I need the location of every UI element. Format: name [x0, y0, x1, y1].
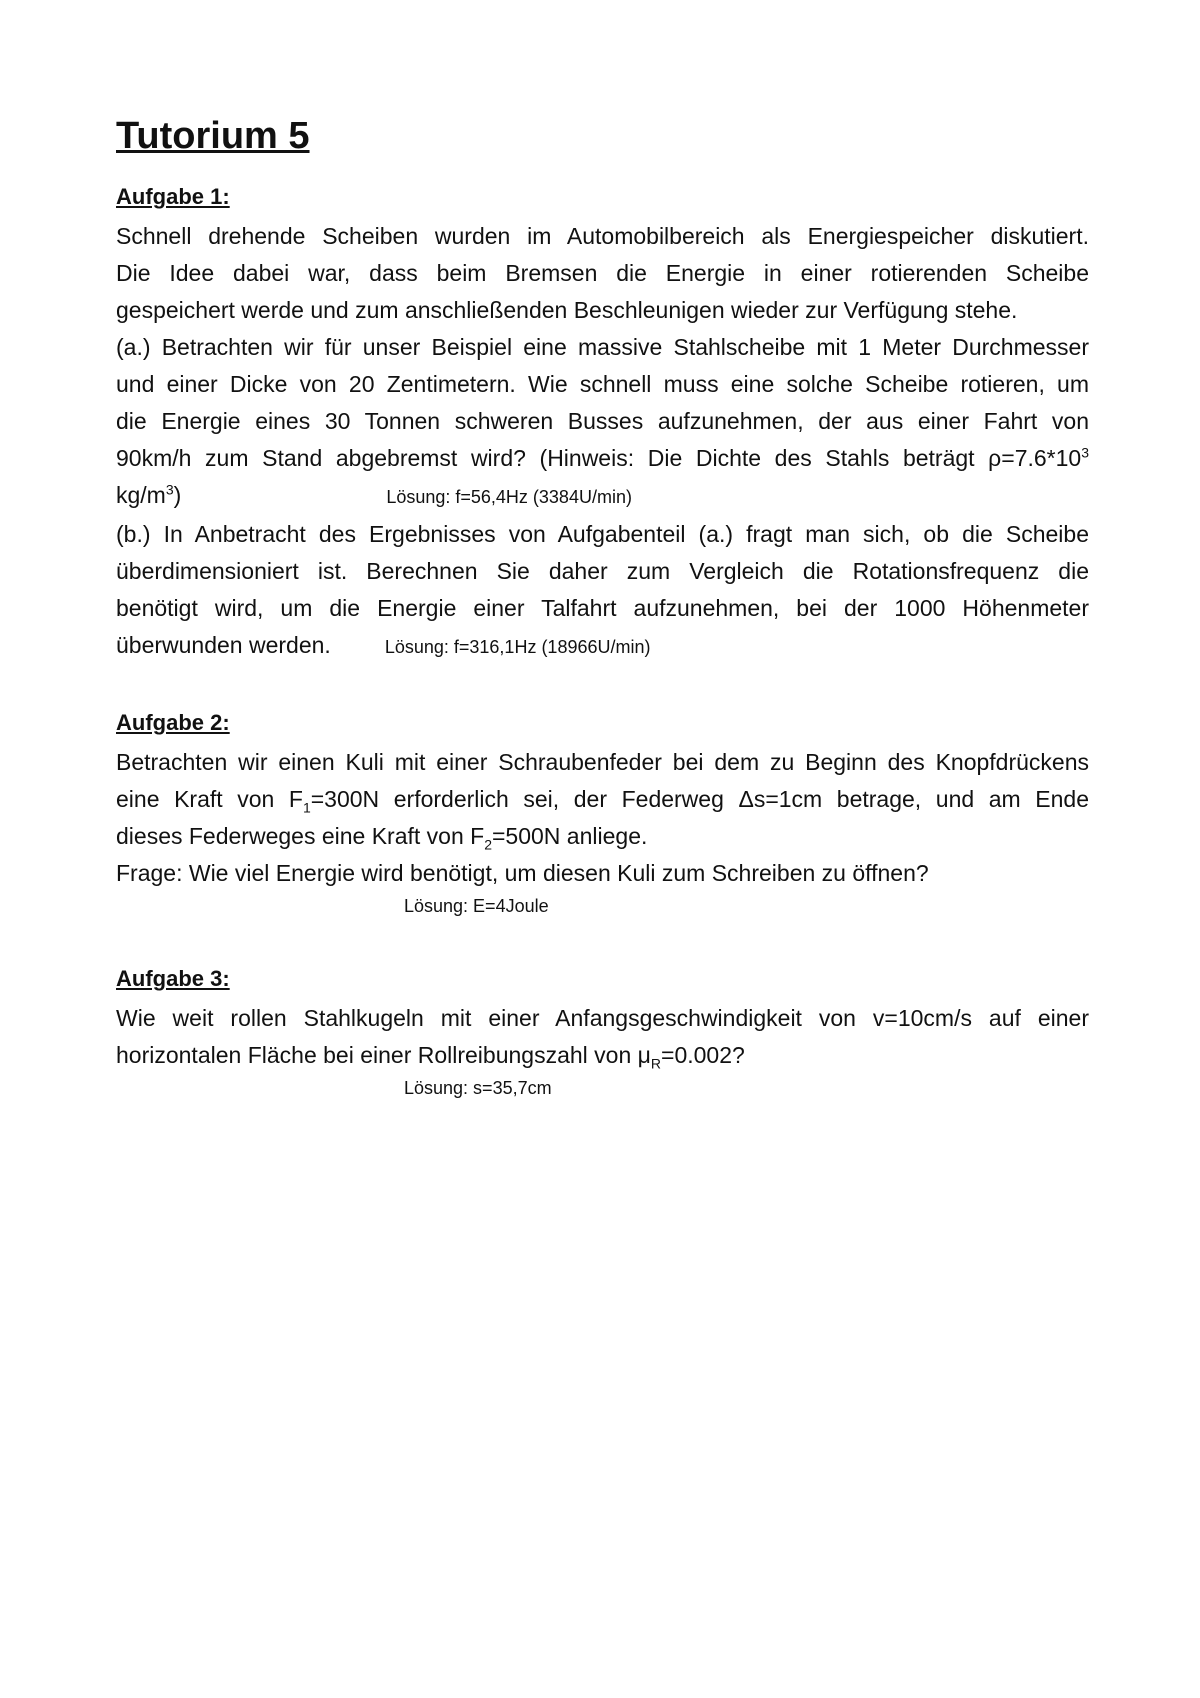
text-line: benötigt wird, um die Energie einer Talfahrt aufzunehmen, bei der 1000 Höhenmeter	[116, 595, 1089, 621]
text-line: überdimensioniert ist. Berechnen Sie daher zum Vergleich die Rotationsfrequenz die	[116, 558, 1089, 584]
text-line: die Energie eines 30 Tonnen schweren Busses aufzunehmen, der aus einer Fahrt von	[116, 408, 1089, 434]
solution-1a: Lösung: f=56,4Hz (3384U/min)	[386, 487, 632, 507]
text-fragment: 90km/h zum Stand abgebremst wird? (Hinweis: Die Dichte des Stahls beträgt ρ=7.6*10	[116, 445, 1082, 471]
task-3-text	[116, 1000, 1089, 1102]
text-line: Frage: Wie viel Energie wird benötigt, um diesen Kuli zum Schreiben zu öffnen?	[116, 860, 929, 886]
text-fragment: =0.002?	[661, 1042, 745, 1068]
text-line	[116, 440, 1089, 477]
text-fragment: dieses Federweges eine Kraft von F	[116, 823, 485, 849]
text-line: (b.) In Anbetracht des Ergebnisses von Aufgabenteil (a.) fragt man sich, ob die Scheibe	[116, 521, 1089, 547]
text-line	[116, 818, 1089, 855]
task-2-text	[116, 744, 1089, 920]
text-line: Wie weit rollen Stahlkugeln mit einer Anfangsgeschwindigkeit von v=10cm/s auf einer	[116, 1005, 1089, 1031]
subscript: R	[650, 1055, 662, 1072]
task-1-heading: Aufgabe 1:	[116, 184, 230, 209]
text-line	[116, 781, 1089, 818]
page-title: Tutorium 5	[116, 115, 310, 157]
text-line	[116, 627, 1089, 666]
text-line: Betrachten wir einen Kuli mit einer Schraubenfeder bei dem zu Beginn des Knopfdrückens	[116, 749, 1089, 775]
text-line: gespeichert werde und zum anschließenden Beschleunigen wieder zur Verfügung stehe.	[116, 297, 1018, 323]
text-line: Schnell drehende Scheiben wurden im Automobilbereich als Energiespeicher diskutiert.	[116, 223, 1089, 249]
text-fragment: horizontalen Fläche bei einer Rollreibungszahl von μ	[116, 1042, 651, 1068]
text-fragment: =300N erforderlich sei, der Federweg Δs=1cm betrage, und am Ende	[310, 786, 1089, 812]
superscript: 3	[165, 481, 174, 498]
text-line	[116, 477, 1089, 516]
solution-3: Lösung: s=35,7cm	[404, 1078, 552, 1098]
solution-2: Lösung: E=4Joule	[404, 896, 549, 916]
task-2-heading: Aufgabe 2:	[116, 710, 230, 735]
text-fragment: kg/m	[116, 482, 166, 508]
document-content	[116, 110, 1089, 1102]
text-fragment: )	[173, 482, 182, 508]
task-3-heading: Aufgabe 3:	[116, 966, 230, 991]
text-line	[116, 1037, 1089, 1074]
text-line: und einer Dicke von 20 Zentimetern. Wie schnell muss eine solche Scheibe rotieren, um	[116, 371, 1089, 397]
text-line: Die Idee dabei war, dass beim Bremsen die Energie in einer rotierenden Scheibe	[116, 260, 1089, 286]
task-1-text	[116, 218, 1089, 666]
text-fragment: =500N anliege.	[492, 823, 648, 849]
subscript: 1	[302, 799, 311, 816]
superscript: 3	[1081, 444, 1089, 461]
solution-1b: Lösung: f=316,1Hz (18966U/min)	[384, 637, 651, 657]
subscript: 2	[484, 836, 492, 853]
text-line: (a.) Betrachten wir für unser Beispiel eine massive Stahlscheibe mit 1 Meter Durchmesser	[116, 334, 1089, 360]
text-fragment: eine Kraft von F	[116, 786, 303, 812]
text-fragment: überwunden werden.	[116, 632, 331, 658]
